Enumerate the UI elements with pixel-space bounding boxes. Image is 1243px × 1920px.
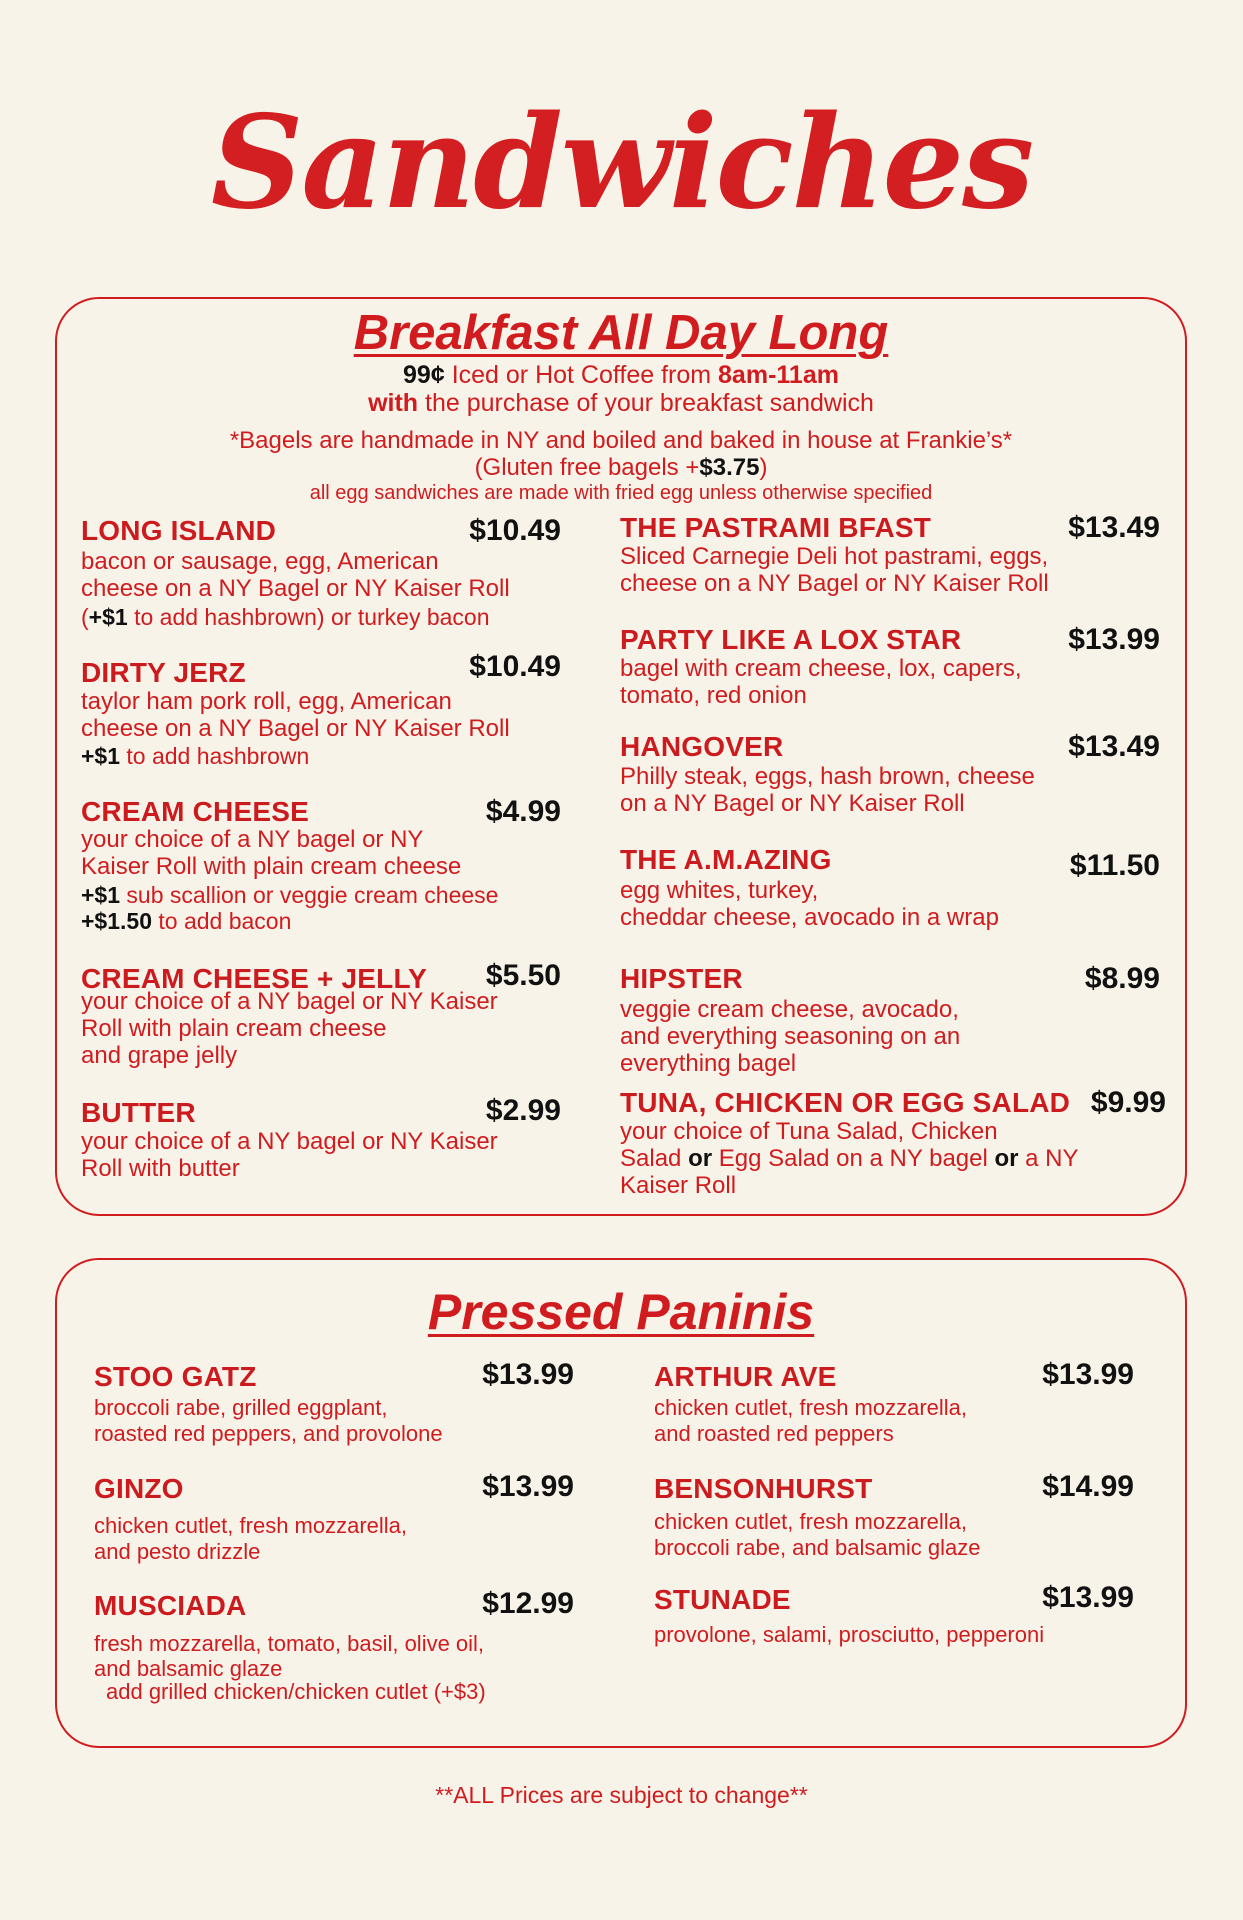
item-name: LONG ISLAND [81, 515, 277, 546]
item-description: broccoli rabe, grilled eggplant, [94, 1395, 388, 1420]
gf-prefix: (Gluten free bagels + [474, 454, 700, 481]
item-price: $4.99 [485, 795, 561, 828]
with-word: with [368, 389, 419, 417]
item-description: Kaiser Roll [620, 1172, 737, 1199]
item-addon [81, 882, 498, 909]
item-description: cheddar cheese, avocado in a wrap [620, 904, 999, 931]
item-price: $9.99 [1090, 1086, 1166, 1119]
egg-note: all egg sandwiches are made with fried egg unless otherwise specified [309, 482, 933, 504]
item-name: CREAM CHEESE + JELLY [81, 963, 428, 994]
item-description: your choice of a NY bagel or NY [81, 826, 424, 853]
addon-text: to add hashbrown) or turkey bacon [127, 604, 490, 630]
gf-suffix: ) [759, 454, 768, 481]
item-price: $11.50 [1069, 849, 1160, 882]
item-description: chicken cutlet, fresh mozzarella, [94, 1513, 408, 1538]
item-price: $13.99 [1042, 1581, 1134, 1614]
item-price: $10.49 [469, 514, 561, 547]
item-name: PARTY LIKE A LOX STAR [620, 624, 962, 655]
menu-item [654, 1360, 1134, 1450]
item-description: cheese on a NY Bagel or NY Kaiser Roll [81, 715, 510, 742]
item-description: and balsamic glaze [94, 1656, 283, 1681]
coffee-price: 99¢ [403, 361, 445, 389]
menu-item [654, 1472, 1134, 1562]
item-name: HIPSTER [620, 963, 743, 994]
item-name: GINZO [94, 1473, 184, 1504]
item-description: your choice of Tuna Salad, Chicken [620, 1118, 998, 1145]
item-description: and roasted red peppers [654, 1421, 894, 1446]
item-description: on a NY Bagel or NY Kaiser Roll [620, 790, 965, 817]
item-description: chicken cutlet, fresh mozzarella, [654, 1395, 968, 1420]
coffee-hours: 8am-11am [718, 361, 839, 389]
menu-item [620, 962, 1160, 1077]
item-price: $13.99 [1042, 1358, 1134, 1391]
item-description: your choice of a NY bagel or NY Kaiser [81, 988, 498, 1015]
item-description: Roll with plain cream cheese [81, 1015, 387, 1042]
item-name: TUNA, CHICKEN OR EGG SALAD [620, 1087, 1071, 1118]
item-name: DIRTY JERZ [81, 657, 246, 688]
addon-paren: ( [81, 604, 89, 630]
menu-item [620, 511, 1160, 601]
coffee-condition [57, 389, 1185, 417]
item-description: bacon or sausage, egg, American [81, 548, 439, 575]
desc-or: or [688, 1145, 713, 1172]
item-description: roasted red peppers, and provolone [94, 1421, 443, 1446]
paninis-section-title: Pressed Paninis [427, 1284, 815, 1340]
item-price: $13.49 [1068, 730, 1160, 763]
menu-item [94, 1472, 574, 1562]
desc-part: Salad [620, 1145, 689, 1172]
breakfast-section [55, 297, 1187, 1216]
item-price: $13.99 [482, 1470, 574, 1503]
item-name: THE PASTRAMI BFAST [620, 512, 932, 543]
item-description: chicken cutlet, fresh mozzarella, [654, 1509, 968, 1534]
desc-part: Egg Salad on a NY bagel [712, 1145, 995, 1172]
addon-text: to add hashbrown [120, 743, 310, 769]
item-description: bagel with cream cheese, lox, capers, [620, 655, 1022, 682]
menu-item [620, 843, 1160, 933]
item-addon: add grilled chicken/chicken cutlet (+$3) [106, 1679, 486, 1704]
item-description: Roll with butter [81, 1155, 240, 1182]
item-name: MUSCIADA [94, 1590, 247, 1621]
item-description: and pesto drizzle [94, 1539, 261, 1564]
item-price: $2.99 [485, 1094, 561, 1127]
item-name: STOO GATZ [94, 1361, 257, 1392]
item-name: THE A.M.AZING [620, 844, 832, 875]
addon-price: +$1 [81, 882, 121, 908]
menu-item [81, 959, 561, 1082]
item-name: HANGOVER [620, 731, 784, 762]
item-price: $13.49 [1068, 511, 1160, 544]
item-description: egg whites, turkey, [620, 877, 819, 904]
desc-or: or [994, 1145, 1019, 1172]
item-description: provolone, salami, prosciutto, pepperoni [654, 1622, 1045, 1647]
item-description: veggie cream cheese, avocado, [620, 996, 959, 1023]
with-text: the purchase of your breakfast sandwich [418, 389, 874, 417]
item-price: $10.49 [469, 650, 561, 683]
gf-price: $3.75 [699, 454, 760, 481]
item-description: fresh mozzarella, tomato, basil, olive oil, [94, 1631, 485, 1656]
menu-item [81, 514, 561, 634]
item-price: $12.99 [482, 1587, 574, 1620]
item-addon [81, 743, 309, 770]
item-description: taylor ham pork roll, egg, American [81, 688, 452, 715]
coffee-promo [57, 361, 1185, 389]
menu-item [81, 1094, 561, 1194]
bagel-note: *Bagels are handmade in NY and boiled and baked in house at Frankie’s* [229, 427, 1013, 454]
gluten-free-note [57, 454, 1185, 481]
item-price: $14.99 [1042, 1470, 1134, 1503]
item-name: CREAM CHEESE [81, 796, 309, 827]
item-description: Philly steak, eggs, hash brown, cheese [620, 763, 1035, 790]
desc-part: a NY [1018, 1145, 1079, 1172]
item-description: and everything seasoning on an [620, 1023, 961, 1050]
item-name: BUTTER [81, 1097, 196, 1128]
menu-item [654, 1583, 1134, 1663]
item-name: BENSONHURST [654, 1473, 873, 1504]
page-title: Sandwiches [210, 88, 1033, 238]
paninis-section [55, 1258, 1187, 1748]
menu-item [81, 650, 561, 774]
item-addon [81, 604, 490, 631]
item-description: and grape jelly [81, 1042, 238, 1069]
addon-text: sub scallion or veggie cream cheese [120, 882, 499, 908]
price-disclaimer: **ALL Prices are subject to change** [435, 1782, 808, 1808]
menu-item [94, 1360, 574, 1450]
item-price: $13.99 [482, 1358, 574, 1391]
addon-text: to add bacon [152, 908, 292, 934]
item-description: Kaiser Roll with plain cream cheese [81, 853, 462, 880]
coffee-text: Iced or Hot Coffee from [444, 361, 719, 389]
item-price: $5.50 [485, 959, 561, 992]
item-description: cheese on a NY Bagel or NY Kaiser Roll [81, 575, 510, 602]
menu-item [620, 1086, 1166, 1199]
item-description: cheese on a NY Bagel or NY Kaiser Roll [620, 570, 1049, 597]
menu-item [620, 623, 1160, 713]
breakfast-section-title: Breakfast All Day Long [353, 306, 889, 360]
item-price: $13.99 [1068, 623, 1160, 656]
menu-item [81, 795, 561, 940]
item-description: broccoli rabe, and balsamic glaze [654, 1535, 981, 1560]
item-description [620, 1145, 1079, 1172]
item-addon [81, 908, 291, 935]
addon-price: +$1 [88, 604, 128, 630]
item-description: tomato, red onion [620, 682, 807, 709]
item-name: STUNADE [654, 1584, 791, 1615]
item-description: your choice of a NY bagel or NY Kaiser [81, 1128, 498, 1155]
item-description: everything bagel [620, 1050, 797, 1077]
item-description: Sliced Carnegie Deli hot pastrami, eggs, [620, 543, 1049, 570]
menu-item [94, 1589, 574, 1719]
addon-price: +$1 [81, 743, 121, 769]
addon-price: +$1.50 [81, 908, 152, 934]
item-price: $8.99 [1084, 962, 1160, 995]
menu-item [620, 730, 1160, 820]
item-name: ARTHUR AVE [654, 1361, 837, 1392]
